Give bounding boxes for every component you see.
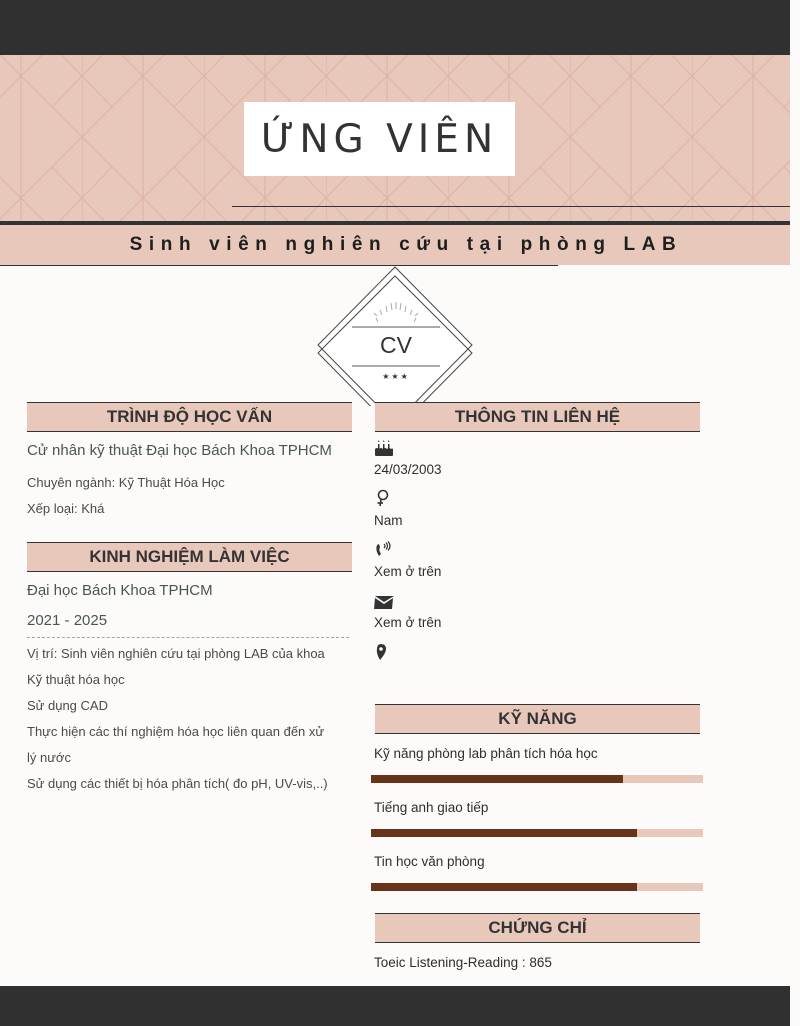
experience-detail: Sử dụng CAD: [27, 698, 108, 713]
skill-name: Tin học văn phòng: [374, 854, 485, 869]
badge-label: CV: [380, 332, 412, 358]
contact-phone: Xem ở trên: [374, 564, 442, 579]
education-major: Chuyên ngành: Kỹ Thuật Hóa Học: [27, 475, 225, 490]
header-banner: [0, 55, 790, 221]
contact-email: Xem ở trên: [374, 615, 442, 630]
skill-name: Tiếng anh giao tiếp: [374, 800, 489, 815]
top-bar: [0, 0, 790, 55]
divider: [27, 637, 349, 638]
skill-progress-bar: [371, 883, 703, 891]
map-marker-icon: [374, 643, 394, 661]
section-header-education: TRÌNH ĐỘ HỌC VẤN: [27, 402, 352, 432]
divider: [232, 206, 790, 207]
experience-detail: Sử dụng các thiết bị hóa phân tích( đo pH, UV-vis,..): [27, 776, 328, 791]
experience-company: Đại học Bách Khoa TPHCM: [27, 582, 213, 599]
star-icon: ★★★: [382, 372, 410, 381]
right-margin: [790, 0, 800, 1026]
envelope-icon: [374, 593, 394, 611]
skill-progress-fill: [371, 775, 623, 783]
section-header-contact: THÔNG TIN LIÊN HỆ: [375, 402, 700, 432]
experience-detail: Vị trí: Sinh viên nghiên cứu tại phòng LAB của khoa: [27, 646, 325, 661]
skill-progress-bar: [371, 775, 703, 783]
job-title: Sinh viên nghiên cứu tại phòng LAB: [129, 234, 683, 255]
phone-icon: [374, 541, 394, 559]
page-title: ỨNG VIÊN: [260, 116, 499, 162]
experience-detail: Kỹ thuật hóa học: [27, 672, 125, 687]
experience-period: 2021 - 2025: [27, 612, 108, 629]
skill-progress-fill: [371, 829, 637, 837]
bottom-bar: [0, 986, 790, 1026]
birthday-cake-icon: [374, 439, 394, 457]
skill-name: Kỹ năng phòng lab phân tích hóa học: [374, 746, 598, 761]
section-header-skills: KỸ NĂNG: [375, 704, 700, 734]
experience-detail: Thực hiện các thí nghiệm hóa học liên quan đến xử: [27, 724, 325, 739]
certificate-item: Toeic Listening-Reading : 865: [374, 955, 552, 970]
section-header-certificates: CHỨNG CHỈ: [375, 913, 700, 943]
gender-icon: [374, 489, 394, 507]
education-degree: Cử nhân kỹ thuật Đại học Bách Khoa TPHCM: [27, 442, 332, 459]
section-header-experience: KINH NGHIỆM LÀM VIỆC: [27, 542, 352, 572]
title-box: [244, 102, 515, 176]
cv-badge: [316, 266, 476, 406]
subtitle-band: [0, 225, 790, 265]
skill-progress-bar: [371, 829, 703, 837]
skill-progress-fill: [371, 883, 637, 891]
education-rank: Xếp loại: Khá: [27, 501, 105, 516]
experience-detail: lý nước: [27, 750, 71, 765]
contact-birthday: 24/03/2003: [374, 462, 442, 477]
contact-gender: Nam: [374, 513, 403, 528]
